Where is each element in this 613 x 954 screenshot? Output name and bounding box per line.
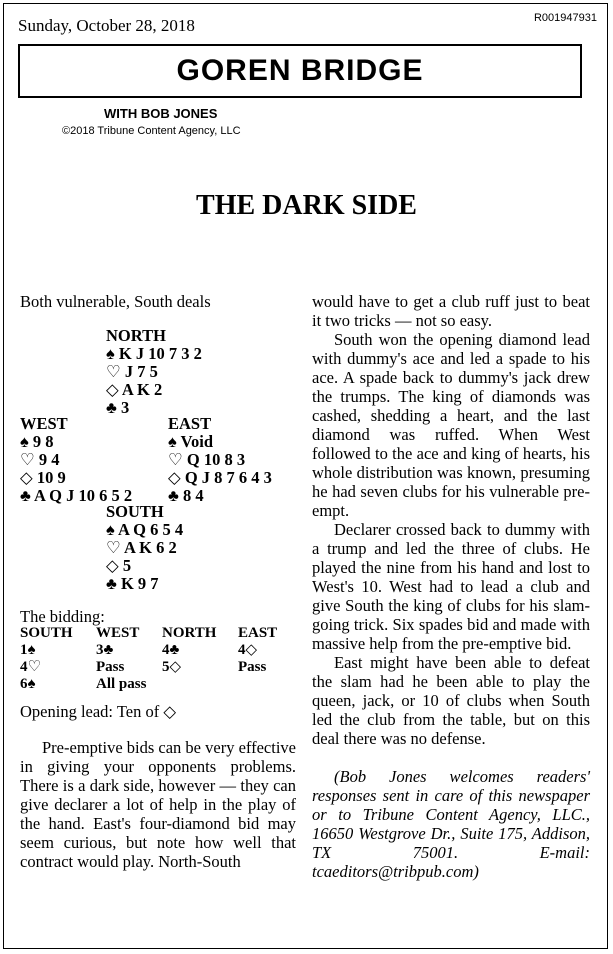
- column-title: GOREN BRIDGE: [176, 54, 424, 87]
- bid-cell: [238, 676, 296, 693]
- opening-lead: Opening lead: Ten of ◇: [20, 702, 177, 721]
- bid-cell: Pass: [238, 659, 267, 675]
- bidding-row: [20, 676, 296, 693]
- hand-label: NORTH: [106, 326, 166, 345]
- hearts-holding: ♡ Q 10 8 3: [168, 450, 246, 469]
- hand-west: [20, 415, 132, 505]
- diamonds-holding: ◇ Q J 8 7 6 4 3: [168, 468, 272, 487]
- body-paragraph: would have to get a club ruff just to beat it two tricks — not so easy.: [312, 292, 590, 330]
- bid-cell: 4♣: [162, 642, 180, 658]
- bidding-header: SOUTH: [20, 625, 73, 641]
- clubs-holding: ♣ 3: [106, 398, 130, 417]
- right-column: [312, 292, 590, 881]
- bid-cell: 3♣: [96, 642, 114, 658]
- clubs-holding: ♣ A Q J 10 6 5 2: [20, 486, 133, 505]
- hand-label: EAST: [168, 414, 212, 433]
- bidding-title: The bidding:: [20, 607, 105, 626]
- copyright: ©2018 Tribune Content Agency, LLC: [62, 125, 241, 137]
- reader-note: (Bob Jones welcomes readers' responses sent in care of this newspaper or to Tribune Content Agency, LLC., 16650 Westgrove Dr., Suite 175, Addison, TX 75001. E-mail: tcaeditors@tribpub.com): [312, 767, 590, 881]
- spades-holding: ♠ A Q 6 5 4: [106, 520, 184, 539]
- bidding-table: [20, 609, 296, 693]
- hand-label: SOUTH: [106, 502, 164, 521]
- document-id: R001947931: [533, 12, 597, 24]
- deal-intro: Both vulnerable, South deals: [20, 292, 211, 311]
- body-paragraph: East might have been able to defeat the slam had he been able to play the queen, jack, or 10 of clubs when South led the club from the table, but on this deal there was no defense.: [312, 653, 590, 748]
- body-paragraph: Declarer crossed back to dummy with a trump and led the three of clubs. He played the nine from his hand and lost to West's 10. West had to lead a club and give South the king of clubs for his slam-going trick. Six spades bid and made with massive help from the pre-emptive bid.: [312, 520, 590, 653]
- hearts-holding: ♡ 9 4: [20, 450, 60, 469]
- bid-cell: 4◇: [238, 642, 258, 658]
- publication-date: Sunday, October 28, 2018: [18, 16, 195, 35]
- bid-cell: 6♠: [20, 676, 36, 692]
- spades-holding: ♠ Void: [168, 432, 214, 451]
- bid-cell: 5◇: [162, 659, 182, 675]
- bid-cell: Pass: [96, 659, 125, 675]
- bid-cell: All pass: [96, 676, 147, 692]
- left-column: [20, 292, 296, 311]
- bidding-row: [20, 642, 296, 659]
- bidding-row: [20, 659, 296, 676]
- hand-south: [106, 503, 183, 593]
- clubs-holding: ♣ K 9 7: [106, 574, 159, 593]
- headline: THE DARK SIDE: [196, 190, 417, 221]
- spades-holding: ♠ 9 8: [20, 432, 54, 451]
- bidding-header: WEST: [96, 625, 140, 641]
- diamonds-holding: ◇ 5: [106, 556, 132, 575]
- bid-cell: 1♠: [20, 642, 36, 658]
- diamonds-holding: ◇ A K 2: [106, 380, 163, 399]
- hand-east: [168, 415, 272, 505]
- bidding-header: EAST: [238, 625, 278, 641]
- body-paragraph: Pre-emptive bids can be very effective in giving your opponents problems. There is a dark side, however — they can give declarer a lot of help in the play of the hand. East's four-diamond bid may seem curious, but note how well that contract would play. North-South: [20, 738, 296, 871]
- diamonds-holding: ◇ 10 9: [20, 468, 66, 487]
- spades-holding: ♠ K J 10 7 3 2: [106, 344, 202, 363]
- bidding-header: NORTH: [162, 625, 217, 641]
- masthead: [18, 44, 582, 98]
- byline: WITH BOB JONES: [104, 106, 218, 121]
- bidding-header-row: [20, 625, 296, 642]
- hearts-holding: ♡ J 7 5: [106, 362, 158, 381]
- hearts-holding: ♡ A K 6 2: [106, 538, 177, 557]
- bid-cell: [162, 676, 238, 693]
- left-body: [20, 738, 296, 871]
- body-paragraph: South won the opening diamond lead with dummy's ace and led a spade to his ace. A spade back to dummy's jack drew the trumps. The king of diamonds was cashed, shedding a heart, and the last diamond was ruffed. When West followed to the ace and king of hearts, his whole distribution was known, presuming he had seven clubs for his vulnerable pre-empt.: [312, 330, 590, 520]
- hand-north: [106, 327, 202, 417]
- hand-label: WEST: [20, 414, 68, 433]
- clubs-holding: ♣ 8 4: [168, 486, 204, 505]
- bid-cell: 4♡: [20, 659, 41, 675]
